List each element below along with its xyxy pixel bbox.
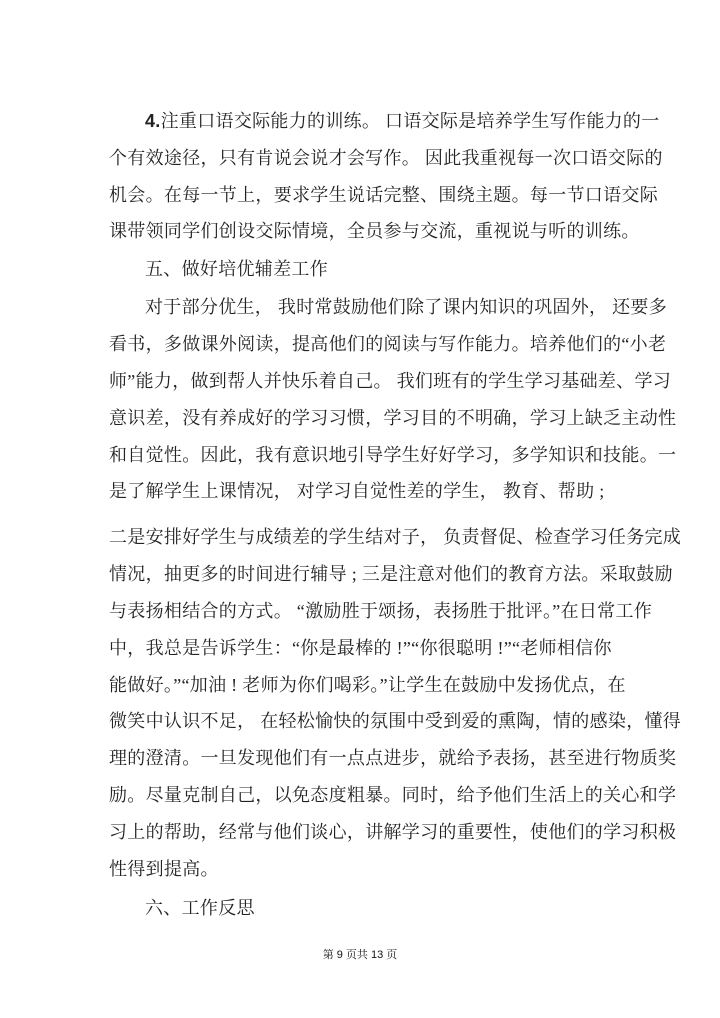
paragraph-5a-line: 和自觉性。因此，我有意识地引导学生好好学习，多学知识和技能。一 [109, 445, 677, 465]
item-number: 4. [145, 111, 161, 131]
paragraph-5b-line: 习上的帮助，经常与他们谈心，讲解学习的重要性，使他们的学习积极 [109, 822, 677, 842]
paragraph-5a-line: 意识差，没有养成好的学习习惯，学习目的不明确，学习上缺乏主动性 [109, 408, 677, 428]
section-heading-6: 六、工作反思 [145, 898, 255, 918]
paragraph-4-line: 课带领同学们创设交际情境，全员参与交流，重视说与听的训练。 [109, 221, 640, 241]
page-number-footer: 第 9 页共 13 页 [322, 949, 398, 961]
paragraph-5a-line: 是了解学生上课情况， 对学习自觉性差的学生， 教育、帮助 ; [109, 481, 605, 501]
paragraph-5b-line: 与表扬相结合的方式。 “激励胜于颂扬，表扬胜于批评。”在日常工作 [109, 601, 653, 621]
paragraph-5b-line: 微笑中认识不足， 在轻松愉快的氛围中受到爱的熏陶，情的感染，懂得 [109, 711, 682, 731]
paragraph-5b-line: 励。尽量克制自己，以免态度粗暴。同时，给予他们生活上的关心和学 [109, 785, 677, 805]
paragraph-5a-line: 对于部分优生， 我时常鼓励他们除了课内知识的巩固外， 还要多 [145, 297, 667, 317]
paragraph-5a-line: 师”能力，做到帮人并快乐着自己。 我们班有的学生学习基础差、学习 [109, 371, 672, 391]
paragraph-5b-line: 理的澄清。一旦发现他们有一点点进步，就给予表扬，甚至进行物质奖 [109, 748, 677, 768]
paragraph-5b-line: 能做好。”“加油 ! 老师为你们喝彩。”让学生在鼓励中发扬优点，在 [109, 675, 626, 695]
paragraph-4-line: 机会。在每一节上，要求学生说话完整、围绕主题。每一节口语交际 [109, 185, 658, 205]
paragraph-5b-line: 中，我总是告诉学生：“你是最棒的 !”“你很聪明 !”“老师相信你 [109, 638, 612, 658]
paragraph-4-line: 4.注重口语交际能力的训练。 口语交际是培养学生写作能力的一 [145, 111, 660, 131]
paragraph-5b-line: 情况，抽更多的时间进行辅导 ; 三是注意对他们的教育方法。采取鼓励 [109, 564, 673, 584]
paragraph-5a-line: 看书，多做课外阅读，提高他们的阅读与写作能力。培养他们的“小老 [109, 334, 667, 354]
paragraph-4-line: 个有效途径，只有肯说会说才会写作。 因此我重视每一次口语交际的 [109, 148, 663, 168]
paragraph-5b-line: 二是安排好学生与成绩差的学生结对子， 负责督促、检查学习任务完成 [109, 527, 682, 547]
paragraph-5b-line: 性得到提高。 [109, 859, 219, 879]
section-heading-5: 五、做好培优辅差工作 [145, 259, 328, 279]
